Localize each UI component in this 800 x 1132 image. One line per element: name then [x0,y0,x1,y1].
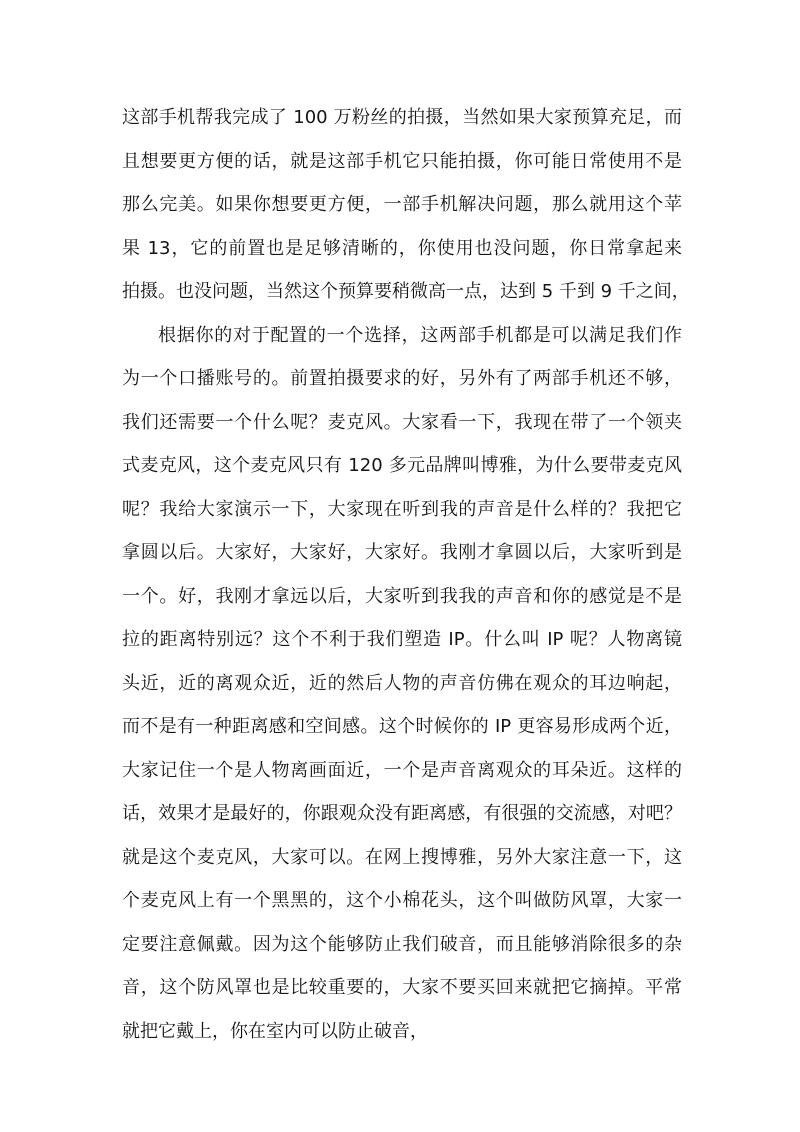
text-line: 就把它戴上，你在室内可以防止破音， [122,1020,428,1042]
text-line: 音，这个防风罩也是比较重要的，大家不要买回来就把它摘掉。平常 [122,977,682,998]
document-body [122,96,690,1053]
text-line: 那么完美。如果你想要更方便，一部手机解决问题，那么就用这个苹 [122,194,682,215]
text-line: 就是这个麦克风，大家可以。在网上搜博雅，另外大家注意一下，这 [122,846,682,868]
text-line: 一个。好，我刚才拿远以后，大家听到我我的声音和你的感觉是不是 [122,585,682,607]
text-line: 这部手机帮我完成了 100 万粉丝的拍摄，当然如果大家预算充足，而 [122,107,682,128]
text-line: 个麦克风上有一个黑黑的，这个小棉花头，这个叫做防风罩，大家一 [122,890,682,911]
text-line: 话，效果才是最好的，你跟观众没有距离感，有很强的交流感，对吧？ [122,803,682,824]
text-line: 大家记住一个是人物离画面近，一个是声音离观众的耳朵近。这样的 [122,759,682,781]
text-line: 拍摄。也没问题，当然这个预算要稍微高一点，达到 5 千到 9 千之间， [122,281,690,302]
paragraph-1 [122,96,690,314]
text-line: 呢？我给大家演示一下，大家现在听到我的声音是什么样的？我把它 [122,498,682,520]
text-line: 果 13，它的前置也是足够清晰的，你使用也没问题，你日常拿起来 [122,237,682,259]
text-line: 为一个口播账号的。前置拍摄要求的好，另外有了两部手机还不够， [122,368,682,389]
text-line: 拉的距离特别远？这个不利于我们塑造 IP。什么叫 IP 呢？人物离镜 [122,629,682,650]
paragraph-2 [122,314,682,1054]
text-line: 我们还需要一个什么呢？麦克风。大家看一下，我现在带了一个领夹 [122,411,682,433]
text-line: 定要注意佩戴。因为这个能够防止我们破音，而且能够消除很多的杂 [122,933,682,955]
text-line: 根据你的对于配置的一个选择，这两部手机都是可以满足我们作 [158,324,682,346]
text-line: 拿圆以后。大家好，大家好，大家好。我刚才拿圆以后，大家听到是 [122,542,682,563]
text-line: 而不是有一种距离感和空间感。这个时候你的 IP 更容易形成两个近， [122,716,682,737]
text-line: 且想要更方便的话，就是这部手机它只能拍摄，你可能日常使用不是 [122,150,682,172]
text-line: 头近，近的离观众近，近的然后人物的声音仿佛在观众的耳边响起， [122,672,682,694]
text-line: 式麦克风，这个麦克风只有 120 多元品牌叫博雅，为什么要带麦克风 [122,455,682,476]
